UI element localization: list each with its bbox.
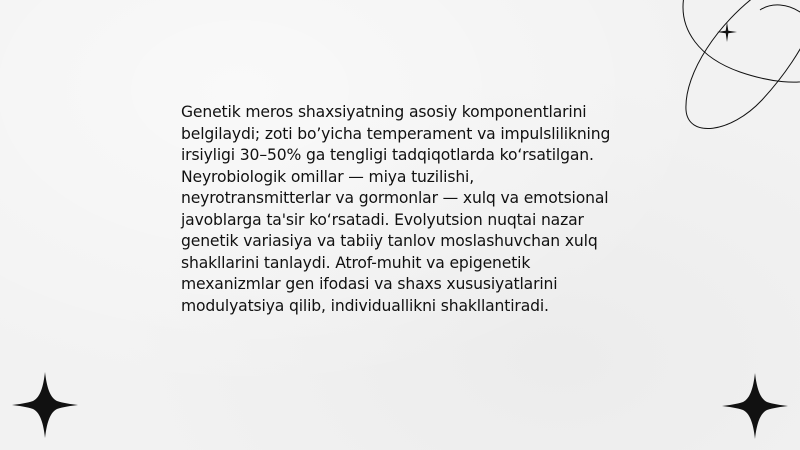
- orbit-lines-decoration: [660, 0, 800, 150]
- sparkle-icon: [717, 22, 737, 42]
- slide-body-text: Genetik meros shaxsiyatning asosiy komponentlarini belgilaydi; zoti bo’yicha temperament va impulslilikning irsiyligi 30–50% ga tengligi tadqiqotlarda ko‘rsatilgan. Neyrobiologik omillar — miya tuzilishi, neyrotransmitterlar va gormonlar — xulq va emotsional javoblarga ta'sir ko‘rsatadi. Evolyutsion nuqtai nazar genetik variasiya va tabiiy tanlov moslashuvchan xulq shakllarini tanlaydi. Atrof-muhit va epigenetik mexanizmlar gen ifodasi va shaxs xususiyatlarini modulyatsiya qilib, individuallikni shakllantiradi.: [181, 103, 611, 315]
- four-point-star-icon: [10, 370, 80, 440]
- four-point-star-icon: [720, 372, 790, 440]
